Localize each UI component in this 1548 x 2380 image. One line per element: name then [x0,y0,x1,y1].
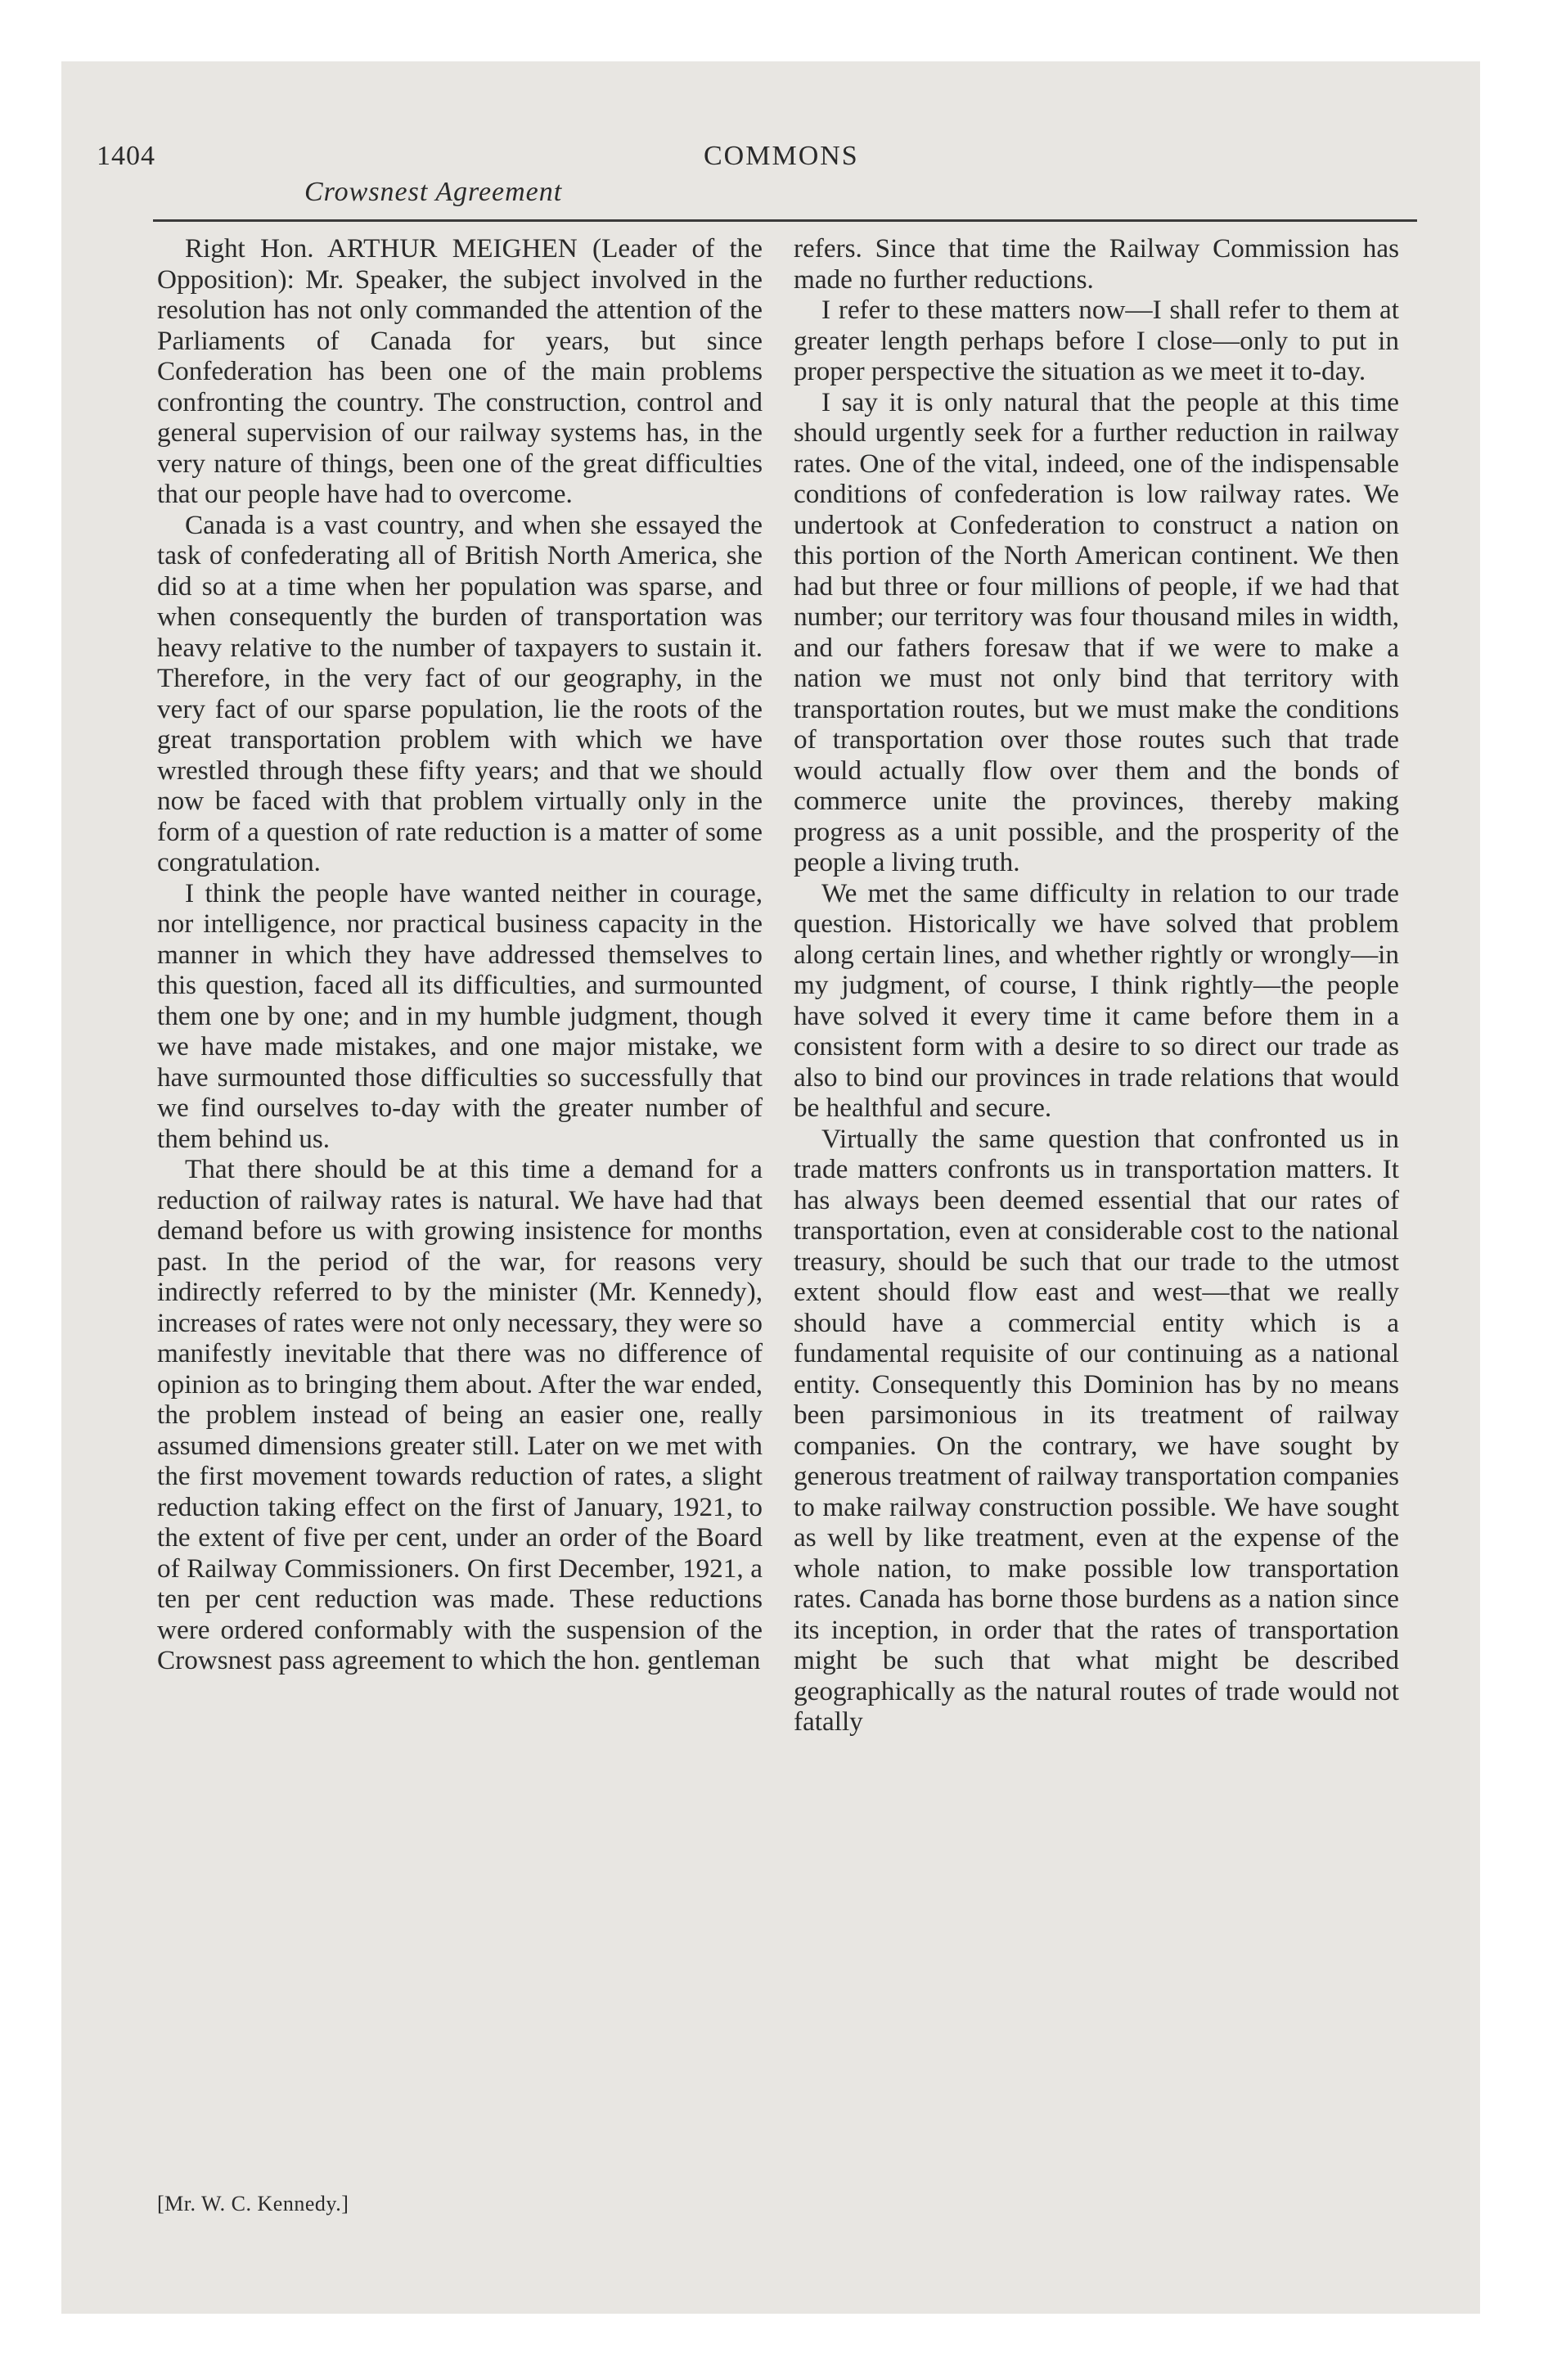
right-column [794,233,1399,1738]
header-rule [153,219,1417,222]
paragraph: I refer to these matters now—I shall refer to them at greater length perhaps before I close—only to put in proper perspective the situation as we meet it to-day. [794,295,1399,386]
running-head: COMMONS [704,141,859,171]
section-title: Crowsnest Agreement [304,177,563,207]
left-column [157,233,763,1676]
paragraph: Virtually the same question that confronted us in trade matters confronts us in transportation matters. It has always been deemed essential that our rates of transportation, even at considerable cost to the national treasury, should be such that our trade to the utmost extent should flow east and west—that we really should have a commercial entity which is a fundamental requisite of our continuing as a national entity. Consequently this Dominion has by no means been parsimonious in its treatment of railway companies. On the contrary, we have sought by generous treatment of railway transportation companies to make railway construction possible. We have sought as well by like treatment, even at the expense of the whole nation, to make possible low transportation rates. Canada has borne those burdens as a nation since its inception, in order that the rates of transportation might be such that what might be described geographically as the natural routes of trade would not fatally [794,1123,1400,1737]
paragraph: That there should be at this time a demand for a reduction of railway rates is natural. We have had that demand before us with growing insistence for months past. In the period of the war, for reasons very indirectly referred to by the minister (Mr. Kennedy), increases of rates were not only necessary, they were so manifestly inevitable that there was no difference of opinion as to bringing them about. After the war ended, the problem instead of being an easier one, really assumed dimensions greater still. Later on we met with the first movement towards reduction of rates, a slight reduction taking effect on the first of January, 1921, to the extent of five per cent, under an order of the Board of Railway Commissioners. On first December, 1921, a ten per cent reduction was made. These reductions were ordered conformably with the suspension of the Crowsnest pass agreement to which the hon. gentleman [157,1154,763,1675]
speaker-footnote: [Mr. W. C. Kennedy.] [157,2192,349,2215]
paragraph: refers. Since that time the Railway Commission has made no further reductions. [794,233,1399,295]
paragraph: Right Hon. ARTHUR MEIGHEN (Leader of the Opposition): Mr. Speaker, the subject involved in the resolution has not only commanded the attention of the Parliaments of Canada for years, but since Confederation has been one of the main problems confronting the country. The construction, control and general supervision of our railway systems has, in the very nature of things, been one of the great difficulties that our people have had to overcome. [157,233,763,509]
paragraph: I say it is only natural that the people at this time should urgently seek for a further reduction in railway rates. One of the vital, indeed, one of the indispensable conditions of confederation is low railway rates. We undertook at Confederation to construct a nation on this portion of the North American continent. We then had but three or four millions of people, if we had that number; our territory was four thousand miles in width, and our fathers foresaw that if we were to make a nation we must not only bind that territory with transportation routes, but we must make the conditions of transportation over those routes such that trade would actually flow over them and the bonds of commerce unite the provinces, thereby making progress as a unit possible, and the prosperity of the people a living truth. [794,386,1399,877]
paragraph: We met the same difficulty in relation to our trade question. Historically we have solved that problem along certain lines, and whether rightly or wrongly—in my judgment, of course, I think rightly—the people have solved it every time it came before them in a consistent form with a desire to so direct our trade as also to bind our provinces in trade relations that would be healthful and secure. [794,877,1399,1123]
paragraph: I think the people have wanted neither in courage, nor intelligence, nor practical business capacity in the manner in which they have addressed themselves to this question, faced all its difficulties, and surmounted them one by one; and in my humble judgment, though we have made mistakes, and one major mistake, we have surmounted those difficulties so successfully that we find ourselves to-day with the greater number of them behind us. [157,877,763,1154]
page-number: 1404 [97,141,155,171]
paragraph: Canada is a vast country, and when she essayed the task of confederating all of British North America, she did so at a time when her population was sparse, and when consequently the burden of transportation was heavy relative to the number of taxpayers to sustain it. Therefore, in the very fact of our geography, in the very fact of our sparse population, lie the roots of the great transportation problem with which we have wrestled through these fifty years; and that we should now be faced with that problem virtually only in the form of a question of rate reduction is a matter of some congratulation. [157,509,763,877]
